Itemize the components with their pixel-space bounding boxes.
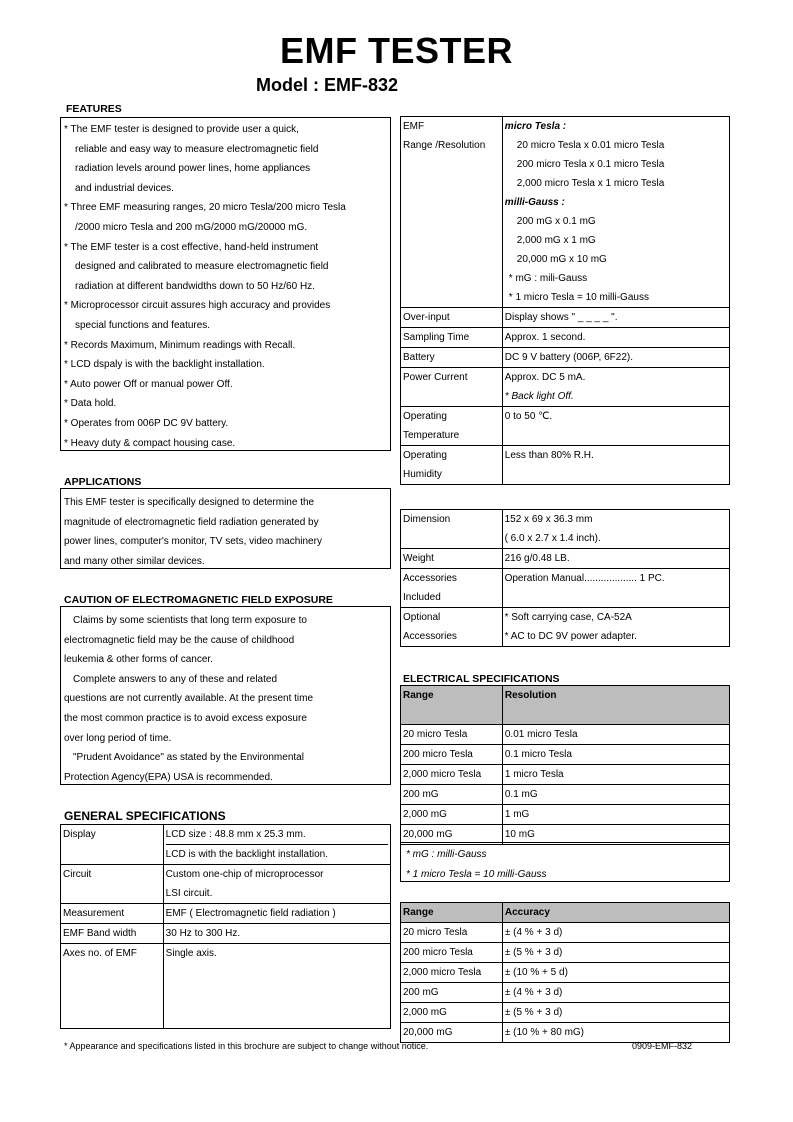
resolution-table <box>400 685 730 845</box>
footer-notice: * Appearance and specifications listed in this brochure are subject to change without notice. <box>64 1041 429 1051</box>
spec-value: Less than 80% R.H. <box>502 446 729 485</box>
range-cell: 2,000 micro Tesla <box>401 963 503 983</box>
general-specs-table <box>60 824 391 1029</box>
text-line: * Microprocessor circuit assures high accuracy and provides <box>64 300 331 312</box>
range-cell: 2,000 mG <box>401 1003 503 1023</box>
table-row <box>61 924 391 944</box>
column-header: Range <box>401 686 503 725</box>
electrical-heading: ELECTRICAL SPECIFICATIONS <box>403 673 560 685</box>
text-line: /2000 micro Tesla and 200 mG/2000 mG/20000 mG. <box>75 222 308 233</box>
spec-label: Over-input <box>401 308 503 328</box>
spec-label: Optional Accessories <box>401 608 503 647</box>
general-heading: GENERAL SPECIFICATIONS <box>64 809 226 823</box>
physical-specs-table <box>400 509 730 647</box>
spec-label: Display <box>61 825 164 865</box>
table-row <box>401 348 730 368</box>
spec-label: Operating Humidity <box>401 446 503 485</box>
spec-label: Measurement <box>61 904 164 924</box>
spec-value: DC 9 V battery (006P, 6F22). <box>502 348 729 368</box>
applications-heading: APPLICATIONS <box>64 476 142 488</box>
spec-label: Power Current <box>401 368 503 407</box>
table-row <box>401 765 730 785</box>
text-line: * The EMF tester is designed to provide user a quick, <box>64 124 299 135</box>
text-line: This EMF tester is specifically designed to determine the <box>64 497 315 508</box>
table-row <box>401 963 730 983</box>
spec-value: 152 x 69 x 36.3 mm ( 6.0 x 2.7 x 1.4 inch). <box>502 510 729 549</box>
text-line: * Heavy duty & compact housing case. <box>64 437 236 449</box>
text-line: the most common practice is to avoid excess exposure <box>64 713 307 724</box>
text-line: * LCD dspaly is with the backlight installation. <box>64 359 265 371</box>
spec-label: Axes no. of EMF <box>61 944 164 1029</box>
model-number: Model : EMF-832 <box>256 75 399 95</box>
spec-value: 216 g/0.48 LB. <box>502 549 729 569</box>
text-line: magnitude of electromagnetic field radiation generated by <box>64 516 319 528</box>
spec-label: Weight <box>401 549 503 569</box>
table-row <box>401 117 730 308</box>
text-line: * Auto power Off or manual power Off. <box>64 378 233 390</box>
table-row <box>401 983 730 1003</box>
table-row <box>61 944 391 1029</box>
features-heading: FEATURES <box>66 103 122 115</box>
spec-value: Custom one-chip of microprocessor LSI circuit. <box>163 865 390 904</box>
footer-code: 0909-EMF-832 <box>632 1041 693 1051</box>
text-line: "Prudent Avoidance" as stated by the Environmental <box>73 752 304 764</box>
spec-value: Approx. DC 5 mA. * Back light Off. <box>502 368 729 407</box>
table-row <box>401 569 730 608</box>
table-row <box>401 785 730 805</box>
value-cell: 10 mG <box>502 825 729 845</box>
table-row <box>61 825 391 865</box>
text-line: Complete answers to any of these and related <box>73 673 278 685</box>
table-row <box>401 1023 730 1043</box>
right-specs-table <box>400 116 730 485</box>
text-line: * The EMF tester is a cost effective, hand-held instrument <box>64 241 319 253</box>
range-cell: 200 micro Tesla <box>401 745 503 765</box>
table-row <box>401 943 730 963</box>
table-row <box>401 745 730 765</box>
text-line: special functions and features. <box>75 320 211 331</box>
spec-label: EMF Band width <box>61 924 164 944</box>
text-line: * Records Maximum, Minimum readings with Recall. <box>64 339 296 351</box>
column-header: Range <box>401 903 503 923</box>
table-row <box>401 510 730 549</box>
text-line: and many other similar devices. <box>64 555 205 567</box>
table-header-row <box>401 903 730 923</box>
text-line: reliable and easy way to measure electromagnetic field <box>75 143 319 155</box>
spec-value: Approx. 1 second. <box>502 328 729 348</box>
value-cell: 1 mG <box>502 805 729 825</box>
spec-value: 30 Hz to 300 Hz. <box>163 924 390 944</box>
text-line: leukemia & other forms of cancer. <box>64 654 213 666</box>
table-row <box>401 608 730 647</box>
spec-value: Single axis. <box>163 944 390 1029</box>
value-cell: ± (10 % + 5 d) <box>502 963 729 983</box>
text-line: Claims by some scientists that long term exposure to <box>73 615 307 626</box>
range-cell: 200 mG <box>401 983 503 1003</box>
table-row <box>401 407 730 446</box>
spec-value: micro Tesla : 20 micro Tesla x 0.01 micro Tesla 200 micro Tesla x 0.1 micro Tesla 2,000 micro Tesla x 1 micro Tesla milli-Gauss : 200 mG x 0.1 mG 2,000 mG x 1 mG 20,000 mG x 10 mG * mG : mili-Gauss * 1 micro Tesla = 10 milli-Gauss <box>502 117 729 308</box>
text-line: Protection Agency(EPA) USA is recommended. <box>64 771 273 783</box>
range-cell: 20 micro Tesla <box>401 923 503 943</box>
text-line: radiation at different bandwidths down to 50 Hz/60 Hz. <box>75 280 315 292</box>
text-line: and industrial devices. <box>75 182 174 194</box>
text-line: power lines, computer's monitor, TV sets, video machinery <box>64 536 322 548</box>
range-cell: 20,000 mG <box>401 825 503 845</box>
spec-label: Operating Temperature <box>401 407 503 446</box>
text-line: * Data hold. <box>64 398 117 410</box>
table-row <box>401 725 730 745</box>
table-row <box>401 549 730 569</box>
value-cell: ± (4 % + 3 d) <box>502 923 729 943</box>
spec-value: LCD size : 48.8 mm x 25.3 mm. LCD is with the backlight installation. <box>163 825 390 865</box>
accuracy-table <box>400 902 730 1043</box>
spec-label: EMF Range /Resolution <box>401 117 503 308</box>
range-cell: 2,000 micro Tesla <box>401 765 503 785</box>
electrical-note-box <box>400 842 730 882</box>
text-line: * Three EMF measuring ranges, 20 micro Tesla/200 micro Tesla <box>64 202 346 214</box>
text-line: electromagnetic field may be the cause of childhood <box>64 634 295 646</box>
range-cell: 20,000 mG <box>401 1023 503 1043</box>
value-cell: ± (4 % + 3 d) <box>502 983 729 1003</box>
spec-value: EMF ( Electromagnetic field radiation ) <box>163 904 390 924</box>
electrical-note: * mG : milli-Gauss <box>406 849 487 860</box>
value-cell: ± (5 % + 3 d) <box>502 1003 729 1023</box>
text-line: over long period of time. <box>64 732 172 744</box>
caution-heading: CAUTION OF ELECTROMAGNETIC FIELD EXPOSURE <box>64 594 333 606</box>
table-row <box>401 368 730 407</box>
column-header: Accuracy <box>502 903 729 923</box>
table-row <box>401 1003 730 1023</box>
range-cell: 200 mG <box>401 785 503 805</box>
table-row <box>401 328 730 348</box>
spec-label: Sampling Time <box>401 328 503 348</box>
value-cell: ± (10 % + 80 mG) <box>502 1023 729 1043</box>
spec-value: Operation Manual................... 1 PC. <box>502 569 729 608</box>
range-cell: 20 micro Tesla <box>401 725 503 745</box>
spec-value: 0 to 50 ℃. <box>502 407 729 446</box>
value-cell: 0.1 mG <box>502 785 729 805</box>
value-cell: 0.01 micro Tesla <box>502 725 729 745</box>
range-cell: 200 micro Tesla <box>401 943 503 963</box>
text-line: radiation levels around power lines, home appliances <box>75 163 311 175</box>
value-cell: ± (5 % + 3 d) <box>502 943 729 963</box>
text-line: questions are not currently available. At the present time <box>64 693 314 705</box>
text-line: * Operates from 006P DC 9V battery. <box>64 418 229 429</box>
table-row <box>401 805 730 825</box>
page-title: EMF TESTER <box>279 30 513 71</box>
electrical-note: * 1 micro Tesla = 10 milli-Gauss <box>406 869 547 880</box>
spec-label: Circuit <box>61 865 164 904</box>
range-cell: 2,000 mG <box>401 805 503 825</box>
value-cell: 1 micro Tesla <box>502 765 729 785</box>
spec-value: * Soft carrying case, CA-52A * AC to DC 9V power adapter. <box>502 608 729 647</box>
value-cell: 0.1 micro Tesla <box>502 745 729 765</box>
spec-value: Display shows " _ _ _ _ ". <box>502 308 729 328</box>
column-header: Resolution <box>502 686 729 725</box>
table-row <box>401 923 730 943</box>
text-line: designed and calibrated to measure electromagnetic field <box>75 261 329 273</box>
spec-label: Battery <box>401 348 503 368</box>
spec-label: Dimension <box>401 510 503 549</box>
table-row <box>401 308 730 328</box>
table-row <box>61 865 391 904</box>
spec-label: Accessories Included <box>401 569 503 608</box>
table-row <box>401 446 730 485</box>
table-row <box>61 904 391 924</box>
table-header-row <box>401 686 730 725</box>
